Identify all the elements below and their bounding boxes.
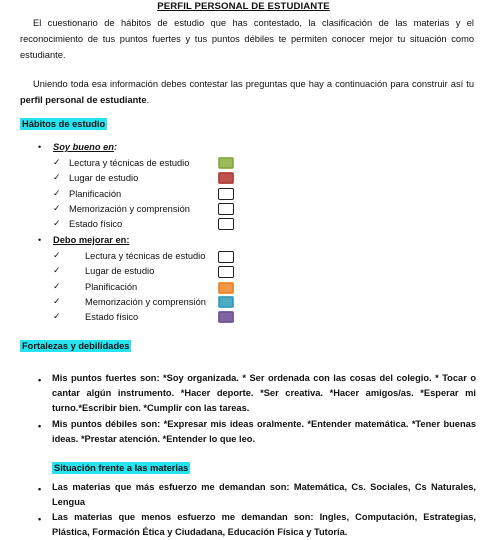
good-item-label: Lectura y técnicas de estudio (69, 158, 190, 168)
subjects-easy-item: Las materias que menos esfuerzo me demandan son: Ingles, Computación, Estrategias, Plástica, Formación Ética y Ciudadana, Educación Física y Tutoría. (52, 512, 476, 537)
good-item-color-box (218, 157, 234, 169)
intro-bold-term: perfil personal de estudiante (20, 95, 147, 106)
check-icon: ✓ (53, 266, 61, 276)
good-label-colon: : (113, 142, 118, 152)
check-icon: ✓ (53, 173, 61, 183)
good-item-color-box (218, 188, 234, 200)
check-icon: ✓ (53, 219, 61, 229)
subjects-bullet: • (38, 484, 42, 494)
strengths-item: Mis puntos fuertes son: *Soy organizada. * Ser ordenada con las cosas del colegio. * Tocar o cantar algún instrumento. *Hacer deporte. *Ser creativa. *Hacer amigos/as. *Esperar mi turno.*Escribir bien. *Cumplir con las tareas. (52, 373, 476, 413)
intro-paragraph-1: El cuestionario de hábitos de estudio que has contestado, la clasificación de las materias y el reconocimiento de tus puntos fuertes y tus puntos débiles te permiten conocer mejor tu situación como estudiante. (20, 18, 474, 61)
check-icon: ✓ (53, 158, 61, 168)
intro-paragraph-2-text: Uniendo toda esa información debes contestar las preguntas que hay a continuación para construir así tu (33, 79, 474, 89)
good-item-color-box (218, 218, 234, 230)
improve-item-color-box (218, 266, 234, 278)
good-item-label: Planificación (69, 189, 122, 199)
habits-heading-text: Hábitos de estudio (22, 119, 106, 129)
improve-item-label: Estado físico (85, 312, 139, 322)
habits-heading (20, 118, 107, 130)
subjects-hard-item: Las materias que más esfuerzo me demandan son: Matemática, Cs. Sociales, Cs Naturales, Lengua (52, 482, 476, 507)
check-icon: ✓ (53, 297, 61, 307)
good-bullet: • (38, 142, 42, 152)
check-icon: ✓ (53, 204, 61, 214)
good-label-text: Soy bueno en (53, 142, 114, 152)
good-item-color-box (218, 203, 234, 215)
check-icon: ✓ (53, 282, 61, 292)
strengths-heading-text: Fortalezas y debilidades (22, 341, 130, 351)
check-icon: ✓ (53, 251, 61, 261)
improve-item-color-box (218, 296, 234, 308)
intro-paragraph-2-end: . (146, 95, 150, 106)
improve-item-color-box (218, 282, 234, 294)
improve-item-label: Lugar de estudio (85, 266, 155, 276)
check-icon: ✓ (53, 189, 61, 199)
strengths-heading (20, 340, 131, 352)
check-icon: ✓ (53, 312, 61, 322)
subjects-heading (52, 462, 190, 474)
subjects-bullet: • (38, 514, 42, 524)
improve-label: Debo mejorar en: (53, 235, 130, 245)
good-label (53, 141, 117, 153)
improve-item-color-box (218, 251, 234, 263)
improve-item-color-box (218, 311, 234, 323)
good-item-label: Estado físico (69, 219, 123, 229)
improve-bullet: • (38, 235, 42, 245)
weaknesses-item: Mis puntos débiles son: *Expresar mis ideas oralmente. *Entender matemática. *Tener buenas ideas. *Prestar atención. *Entender lo que leo. (52, 419, 476, 444)
subjects-heading-text: Situación frente a las materias (54, 463, 189, 473)
improve-item-label: Memorización y comprensión (85, 297, 206, 307)
intro-paragraph-2 (20, 76, 474, 108)
weaknesses-bullet: • (38, 421, 42, 431)
strengths-bullet: • (38, 375, 42, 385)
page-title: PERFIL PERSONAL DE ESTUDIANTE (157, 1, 330, 12)
good-item-label: Memorización y comprensión (69, 204, 190, 214)
improve-item-label: Planificación (85, 282, 138, 292)
improve-item-label: Lectura y técnicas de estudio (85, 251, 206, 261)
good-item-label: Lugar de estudio (69, 173, 139, 183)
good-item-color-box (218, 172, 234, 184)
